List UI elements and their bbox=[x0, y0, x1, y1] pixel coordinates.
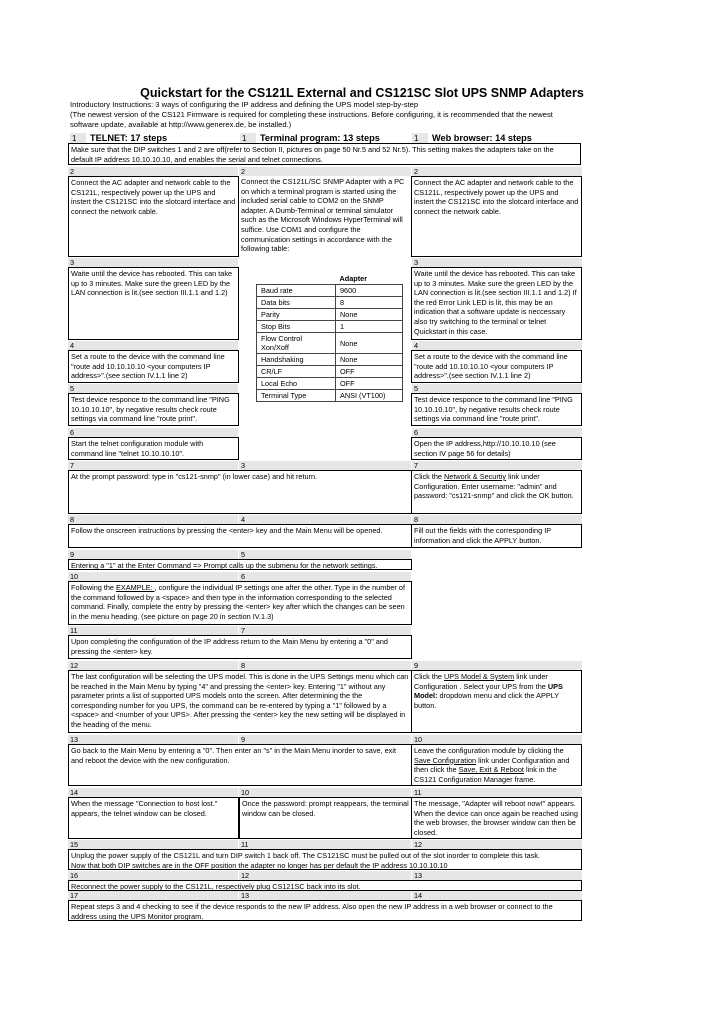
step-number: 2 bbox=[239, 167, 411, 176]
header-terminal: 1 Terminal program: 13 steps bbox=[242, 133, 380, 143]
step-number: 7 bbox=[239, 626, 411, 635]
step-number: 6 bbox=[412, 428, 582, 437]
table-header: Adapter bbox=[339, 274, 368, 283]
step-number: 11 bbox=[412, 788, 582, 797]
step-number: 14 bbox=[68, 788, 238, 797]
step-number: 12 bbox=[412, 840, 582, 849]
table-cell: None bbox=[336, 354, 403, 366]
telnet-step-9: Entering a "1" at the Enter Command => Prompt calls up the submenu for the network settings. bbox=[68, 559, 412, 570]
web-step-3: Waite until the device has rebooted. This can take up to 3 minutes. Make sure the green LED by the LAN connection is lit.(see section III.1.1 and 1.2) If the red Error Link LED is lit, this may be an indication that a software update is neccessary also try switching to the terminal or telnet Quickstart in this case. bbox=[411, 267, 582, 340]
table-cell: 9600 bbox=[336, 285, 403, 297]
table-cell: None bbox=[336, 333, 403, 354]
telnet-step-7: At the prompt password: type in "cs121-snmp" (in lower case) and hit return. bbox=[68, 470, 412, 514]
step-number: 8 bbox=[412, 515, 582, 524]
example-link[interactable]: EXAMPLE: bbox=[116, 583, 155, 592]
table-cell: 8 bbox=[336, 297, 403, 309]
step-number: 6 bbox=[68, 428, 238, 437]
web-step-9: Click the UPS Model & System link under Configuration . Select your UPS from the UPS Model: dropdown menu and click the APPLY button. bbox=[411, 670, 582, 733]
table-cell: Stop Bits bbox=[257, 321, 336, 333]
telnet-step-10: Following the EXAMPLE: , configure the individual IP settings one after the other. Type in the number of the command followed by a <space> and then type in the information corresponding to the selected command. Finally, complete the entry by pressing the <enter> key after which the changes can be seen in the menu heading. (see picture on page 20 in section IV.1.3) bbox=[68, 581, 412, 625]
step-number: 8 bbox=[68, 515, 238, 524]
page-title: Quickstart for the CS121L External and CS121SC Slot UPS SNMP Adapters bbox=[140, 86, 584, 100]
web-step-7: Click the Network & Securtiy link under Configuration. Enter username: "admin" and password: "cs121-snmp" and click the OK button. bbox=[411, 470, 582, 514]
telnet-step-15: Unplug the power supply of the CS121L and turn DIP switch 1 back off. The CS121SC must be pulled out of the slot inorder to complete this task. Now that both DIP switches are in the OFF position the adapter no longer has per default the IP address 10.10.10.10 bbox=[68, 849, 582, 870]
telnet-step-6: Start the telnet configuration module with command line "telnet 10.10.10.10". bbox=[68, 437, 239, 460]
web-step-5: Test device responce to the command line "PING 10.10.10.10", by negative results check route settings via command line "route print". bbox=[411, 393, 582, 426]
web-step-6: Open the IP address,http://10.10.10.10 (see section IV page 56 for details) bbox=[411, 437, 582, 460]
table-cell: OFF bbox=[336, 378, 403, 390]
terminal-step-2: Connect the CS121L/SC SNMP Adapter with a PC on which a terminal program is started using the included serial cable to COM2 on the SNMP adapter. A Dumb-Terminal or terminal simulator such as the Microsoft Windows HyperTerminal will suffice. Use COM1 and configure the communication settings in accordance with the following table: bbox=[241, 177, 405, 254]
step-number: 9 bbox=[68, 550, 238, 559]
ups-model-system-link[interactable]: UPS Model & System bbox=[444, 672, 515, 681]
telnet-step-12: The last configuration will be selecting the UPS model. This is done in the UPS Settings menu which can be reached in the Main Menu by typing "4" and pressing the <enter> key. Entering "1" without any parameter prints a list of supported UPS models onto the screen. After determining the the corresponding number for you UPS, the command can be re-entered by typing a "1" followed by a <space> and <number of your UPS>. After pressing the <enter> key the new setting will be displayed in the heading of the menu. bbox=[68, 670, 412, 733]
table-cell: Handshaking bbox=[257, 354, 336, 366]
telnet-step-14: When the message "Connection to host lost." appears, the telnet window can be closed. bbox=[68, 797, 239, 839]
table-cell: ANSI (VT100) bbox=[336, 390, 403, 402]
step-dip-switch: Make sure that the DIP switches 1 and 2 are off(refer to Section II, pictures on page 50 Nr.5 and 52 Nr.5). This setting makes the adapters take on the default IP address 10.10.10.10, and enables the serial and telnet connections. bbox=[68, 143, 581, 165]
web-step-2: Connect the AC adapter and network cable to the CS121L, respectively power up the UPS and instert the CS121SC into the slotcard interface and connect the network cable. bbox=[411, 176, 582, 257]
table-cell: Baud rate bbox=[257, 285, 336, 297]
step-number: 14 bbox=[412, 891, 582, 900]
step-number: 12 bbox=[239, 871, 411, 880]
telnet-step-3: Waite until the device has rebooted. This can take up to 3 minutes. Make sure the green LED by the LAN connection is lit.(see section III.1.1 and 1.2) bbox=[68, 267, 239, 340]
step-number: 4 bbox=[68, 341, 238, 350]
terminal-step-10: Once the password: prompt reappears, the terminal window can be closed. bbox=[239, 797, 412, 839]
telnet-step-2: Connect the AC adapter and network cable to the CS121L, respectively power up the UPS and instert the CS121SC into the slotcard interface and connect the network cable. bbox=[68, 176, 239, 257]
telnet-step-16: Reconnect the power supply to the CS121L, respectively plug CS121SC back into its slot. bbox=[68, 880, 582, 891]
telnet-step-8: Follow the onscreen instructions by pressing the <enter> key and the Main Menu will be opened. bbox=[68, 524, 412, 548]
step-number: 9 bbox=[412, 661, 582, 670]
step-number: 5 bbox=[412, 384, 582, 393]
intro-line-2: (The newest version of the CS121 Firmware is required for completing these instructions. Before configuring, it is recommended that the newest bbox=[70, 110, 553, 119]
web-step-10: Leave the configuration module by clicking the Save Configuration link under Configuration and then click the Save, Exit & Reboot link in the CS121 Configuration Manager frame. bbox=[411, 744, 582, 786]
network-security-link[interactable]: Network & Securtiy bbox=[444, 472, 507, 481]
table-cell: Flow Control Xon/Xoff bbox=[257, 333, 336, 354]
step-number: 7 bbox=[412, 461, 582, 470]
header-web: 1 Web browser: 14 steps bbox=[414, 133, 532, 143]
save-configuration-link[interactable]: Save Configuration bbox=[414, 755, 477, 765]
web-step-11: The message, "Adapter will reboot now!" appears. When the device can once again be reached using the web browser, the browser window can then be closed. bbox=[411, 797, 582, 839]
table-cell: 1 bbox=[336, 321, 403, 333]
step-number: 2 bbox=[68, 167, 238, 176]
table-cell: None bbox=[336, 309, 403, 321]
step-number: 10 bbox=[68, 572, 238, 581]
telnet-step-11: Upon completing the configuration of the IP address return to the Main Menu by entering a "0" and pressing the <enter> key. bbox=[68, 635, 412, 659]
terminal-settings-table bbox=[256, 273, 403, 402]
telnet-step-17: Repeat steps 3 and 4 checking to see if the device responds to the new IP address. Also open the new IP address in a web browser or connect to the address using the UPS Monitor program. bbox=[68, 900, 582, 921]
step-number: 17 bbox=[68, 891, 238, 900]
step-number: 9 bbox=[239, 735, 411, 744]
table-cell: Parity bbox=[257, 309, 336, 321]
web-step-4: Set a route to the device with the command line "route add 10.10.10.10 <your computers IP address>".(see section IV.1.1 line 2) bbox=[411, 350, 582, 383]
step-number: 3 bbox=[68, 258, 238, 267]
step-number: 3 bbox=[239, 461, 411, 470]
intro-line-3: software update, available at http://www.generex.de, be installed.) bbox=[70, 120, 292, 129]
step-number: 12 bbox=[68, 661, 238, 670]
web-step-8: Fill out the fields with the corresponding IP information and click the APPLY button. bbox=[411, 524, 582, 548]
telnet-step-4: Set a route to the device with the command line "route add 10.10.10.10 <your computers IP address>".(see section IV.1.1 line 2) bbox=[68, 350, 239, 383]
table-cell: OFF bbox=[336, 366, 403, 378]
step-number: 10 bbox=[239, 788, 411, 797]
table-cell: Data bits bbox=[257, 297, 336, 309]
step-number: 7 bbox=[68, 461, 238, 470]
save-exit-reboot-link[interactable]: Save, Exit & Reboot bbox=[458, 765, 524, 775]
step-number: 6 bbox=[239, 572, 411, 581]
step-number: 3 bbox=[412, 258, 582, 267]
step-number: 15 bbox=[68, 840, 238, 849]
step-number: 5 bbox=[68, 384, 238, 393]
step-number: 4 bbox=[412, 341, 582, 350]
step-number: 13 bbox=[412, 871, 582, 880]
step-number: 11 bbox=[68, 626, 238, 635]
step-number: 4 bbox=[239, 515, 411, 524]
step-number: 13 bbox=[68, 735, 238, 744]
step-number: 8 bbox=[239, 661, 411, 670]
step-number: 2 bbox=[412, 167, 582, 176]
telnet-step-13: Go back to the Main Menu by entering a "0". Then enter an "s" in the Main Menu inorder to save, exit and reboot the device with the new configuration. bbox=[68, 744, 412, 786]
intro-line-1: Introductory Instructions: 3 ways of configuring the IP address and defining the UPS model step-by-step bbox=[70, 100, 419, 109]
table-cell: CR/LF bbox=[257, 366, 336, 378]
table-cell: Local Echo bbox=[257, 378, 336, 390]
step-number: 10 bbox=[412, 735, 582, 744]
table-cell: Terminal Type bbox=[257, 390, 336, 402]
step-number: 11 bbox=[239, 840, 411, 849]
step-number: 5 bbox=[239, 550, 411, 559]
telnet-step-5: Test device responce to the command line "PING 10.10.10.10", by negative results check route settings via command line "route print". bbox=[68, 393, 239, 426]
header-telnet: 1 TELNET: 17 steps bbox=[72, 133, 168, 143]
step-number: 16 bbox=[68, 871, 238, 880]
step-number: 13 bbox=[239, 891, 411, 900]
